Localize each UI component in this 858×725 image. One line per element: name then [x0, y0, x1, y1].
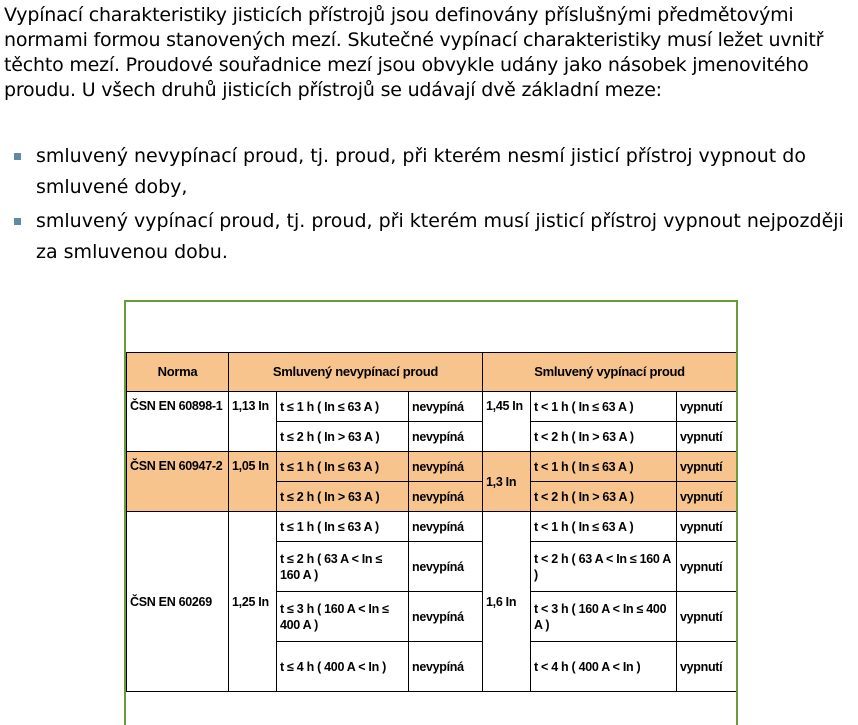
- trip-result: vypnutí: [677, 512, 737, 542]
- trip-result: vypnutí: [677, 422, 737, 452]
- trip-condition: t < 4 h ( 400 A < In ): [531, 642, 677, 692]
- trip-condition: t < 2 h ( 63 A < In ≤ 160 A ): [531, 542, 677, 592]
- trip-result: vypnutí: [677, 592, 737, 642]
- header-norma: Norma: [127, 353, 229, 392]
- trip-condition: t < 2 h ( In > 63 A ): [531, 482, 677, 512]
- trip-condition: t < 3 h ( 160 A < In ≤ 400 A ): [531, 592, 677, 642]
- table-row: [127, 392, 737, 422]
- non-trip-condition: t ≤ 1 h ( In ≤ 63 A ): [277, 392, 409, 422]
- intro-paragraph: Vypínací charakteristiky jisticích přístrojů jsou definovány příslušnými předmětovými normami formou stanovených mezí. Skutečné vypínací charakteristiky musí ležet uvnitř těchto mezí. Proudové souřadnice mezí jsou obvykle udány jako násobek jmenovitého proudu. U všech druhů jisticích přístrojů se udávají dvě základní meze:: [4, 4, 824, 101]
- non-trip-condition: t ≤ 2 h ( In > 63 A ): [277, 422, 409, 452]
- header-non-trip: Smluvený nevypínací proud: [229, 353, 483, 392]
- table-row: [127, 512, 737, 542]
- table-figure: [124, 300, 738, 725]
- trip-condition: t < 2 h ( In > 63 A ): [531, 422, 677, 452]
- trip-multiple: 1,45 In: [483, 392, 531, 452]
- table-header-row: [127, 353, 737, 392]
- trip-result: vypnutí: [677, 542, 737, 592]
- trip-condition: t < 1 h ( In ≤ 63 A ): [531, 512, 677, 542]
- non-trip-result: nevypíná: [409, 422, 483, 452]
- norm-cell: ČSN EN 60269: [127, 512, 229, 692]
- norm-cell: ČSN EN 60947-2: [127, 452, 229, 512]
- non-trip-multiple: 1,25 In: [229, 512, 277, 692]
- table-row: [127, 452, 737, 482]
- trip-multiple: 1,3 In: [483, 452, 531, 512]
- non-trip-result: nevypíná: [409, 642, 483, 692]
- non-trip-result: nevypíná: [409, 542, 483, 592]
- trip-condition: t < 1 h ( In ≤ 63 A ): [531, 452, 677, 482]
- non-trip-condition: t ≤ 1 h ( In ≤ 63 A ): [277, 512, 409, 542]
- non-trip-condition: t ≤ 3 h ( 160 A < In ≤ 400 A ): [277, 592, 409, 642]
- non-trip-condition: t ≤ 1 h ( In ≤ 63 A ): [277, 452, 409, 482]
- bullet-icon: [14, 218, 21, 225]
- non-trip-condition: t ≤ 2 h ( 63 A < In ≤ 160 A ): [277, 542, 409, 592]
- tripping-limits-table: [126, 352, 737, 692]
- non-trip-result: nevypíná: [409, 392, 483, 422]
- non-trip-condition: t ≤ 2 h ( In > 63 A ): [277, 482, 409, 512]
- non-trip-result: nevypíná: [409, 512, 483, 542]
- header-trip: Smluvený vypínací proud: [483, 353, 737, 392]
- non-trip-multiple: 1,13 In: [229, 392, 277, 452]
- list-item: [14, 141, 850, 203]
- norm-cell: ČSN EN 60898-1: [127, 392, 229, 452]
- list-item: [14, 206, 850, 268]
- non-trip-multiple: 1,05 In: [229, 452, 277, 512]
- non-trip-result: nevypíná: [409, 482, 483, 512]
- non-trip-condition: t ≤ 4 h ( 400 A < In ): [277, 642, 409, 692]
- bullet-icon: [14, 153, 21, 160]
- list-item-text: smluvený vypínací proud, tj. proud, při kterém musí jisticí přístroj vypnout nejpozději za smluvenou dobu.: [36, 210, 844, 263]
- trip-multiple: 1,6 In: [483, 512, 531, 692]
- trip-result: vypnutí: [677, 482, 737, 512]
- trip-condition: t < 1 h ( In ≤ 63 A ): [531, 392, 677, 422]
- trip-result: vypnutí: [677, 452, 737, 482]
- trip-result: vypnutí: [677, 392, 737, 422]
- trip-result: vypnutí: [677, 642, 737, 692]
- non-trip-result: nevypíná: [409, 592, 483, 642]
- limits-list: [14, 141, 850, 271]
- list-item-text: smluvený nevypínací proud, tj. proud, při kterém nesmí jisticí přístroj vypnout do smluvené doby,: [36, 145, 806, 198]
- non-trip-result: nevypíná: [409, 452, 483, 482]
